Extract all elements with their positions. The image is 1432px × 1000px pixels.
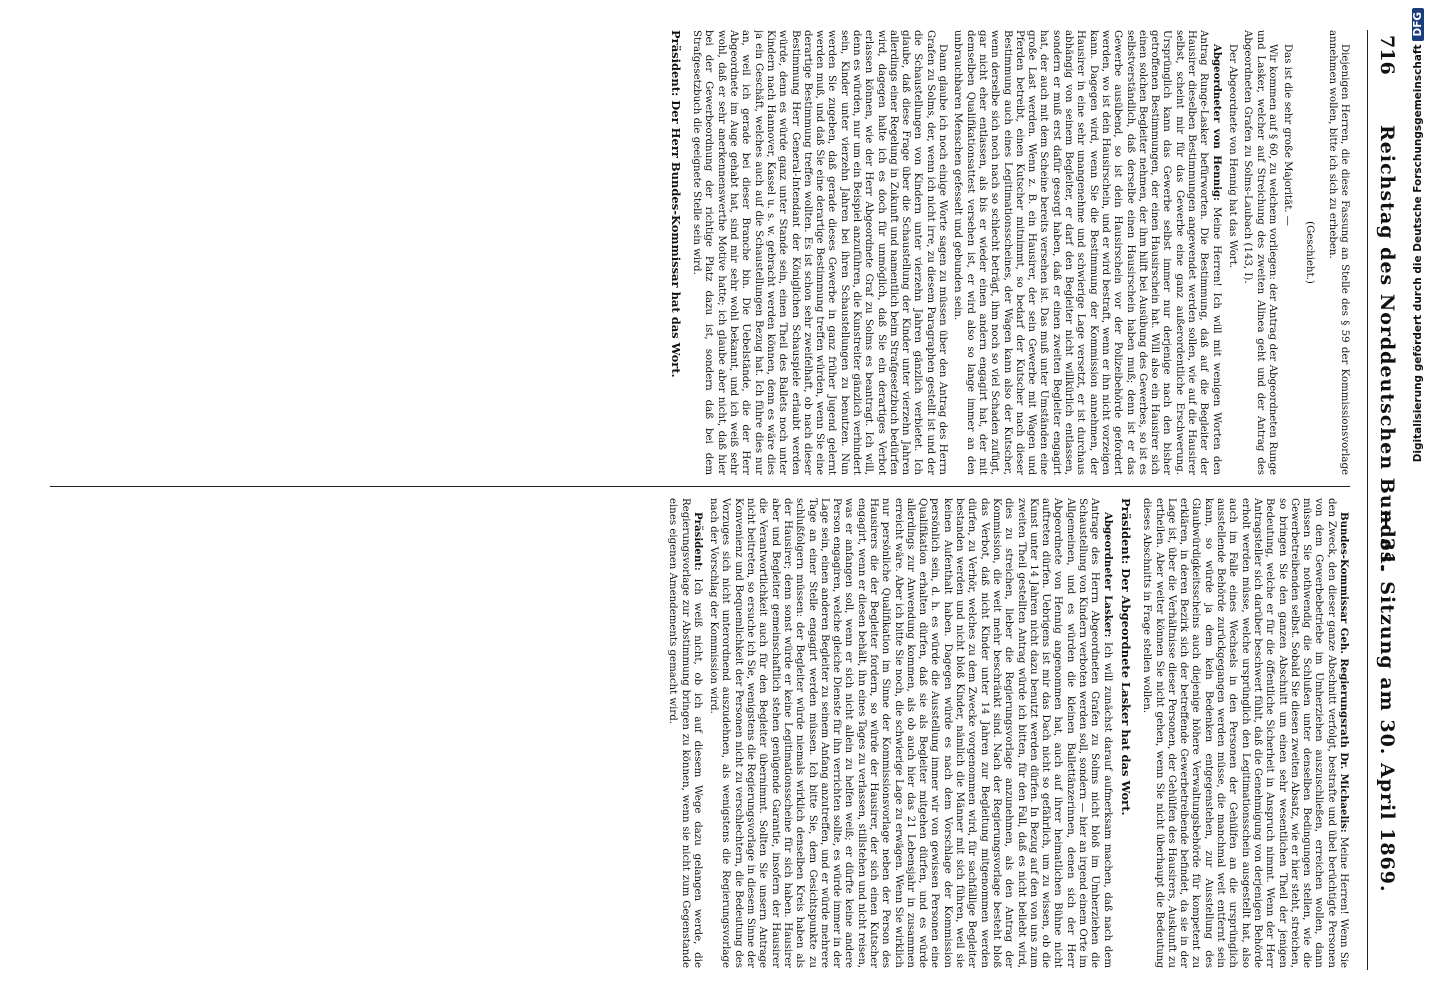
paragraph-text: Präsident: Der Herr Bundes-Kommissar hat das Wort. (668, 30, 683, 378)
stage-direction (1303, 30, 1315, 475)
speaker-name: Bundes-Kommissar Geh. Regierungsrath Dr. Michaelis: (1338, 512, 1350, 833)
paragraph-text: Der Abgeordnete von Hennig hat das Wort. (1226, 44, 1238, 269)
scanned-page (20, 5, 1420, 995)
digitization-credit (1412, 8, 1430, 993)
paragraph (707, 498, 1114, 968)
dfg-logo: DFG (1412, 8, 1424, 41)
speaker-heading (1120, 498, 1132, 968)
paragraph (666, 498, 704, 968)
paragraph (1281, 30, 1293, 475)
paragraph-text: Dann glaube ich noch einige Worte sagen zu müssen über den Antrag des Herrn Grafen zu Solms, der, wenn ich nicht irre, zu diesem Paragraphen gestellt ist und der die Schaustellungen von Kindern unter vierzehn Jahren gänzlich verbietet. Ich glaube, daß diese Frage über die Schaustellung der Kinder unter vierzehn Jahren allerdings einer Regelung in Zukunft und namentlich beim Strafgesetzbuch bedürfen wird, dagegen halte ich es doch für unmöglich, daß Sie ein derartiges Verbot erlassen können, wie der Herr Abgeordnete Graf zu Solms es beantragt. Ich will, denn es würden, nur um ein Beispiel anzuführen, die Kunstreiter gänzlich verhindert sein, Kinder unter vierzehn Jahren bei ihren Schaustellungen zu benutzen. Nun werden Sie zugeben, daß gerade dieses Gewerbe in ganz früher Jugend gelernt werden muß, und daß Sie eine derartige Bestimmung treffen würden, wenn Sie eine derartige Bestimmung treffen wollten. Es ist schon sehr zweifelhaft, ob nach dieser Bestimmung Herr General-Intendant der Königlichen Schauspiele erlaubt werden würde, denn es würde ganz unter Stande sein, einen Theil des Ballets noch unter Kindern nach Hannover, Kassel u. s. w. gebracht werden können, denn es wäre dies ja ein Geschäft, welches auch auf die Schaustellungen Bezug hat. Ich führe dies nur an, weil ich gerade bei dieser Branche bin. Die Uebelstände, die der Herr Abgeordnete im Auge gehabt hat, sind mir sehr wohl bekannt, und ich weiß sehr wohl, daß er sehr anerkennenswerthe Motive hatte; ich glaube aber nicht, daß hier bei der Gewerbeordnung der richtige Platz dazu ist, sondern daß bei dem Strafgesetzbuch die geeignete Stelle sein wird. (691, 30, 949, 475)
header-rule (1367, 30, 1368, 970)
paragraph-text: Meine Herren! Wenn Sie den Zweck, den dieser ganze Abschnitt verfolgt, bestrafte und übel berüchtigte Personen von dem Gewerbebetriebe im Umherziehen auszuschließen, erreichen wollen, dann müssen Sie nothwendig die Schlußen unter denselben Bedingungen stellen, wie die Gewerbetreibenden selbst. Sobald Sie diesen zweiten Absatz, wie er hier steht, streichen, so bringen Sie den ganzen Abschnitt um einen sehr wesentlichen Theil der jenigen Bedeutung, welche er für die öffentliche Sicherheit in Anspruch nimmt. Wenn der Herr Antragsteller sich darüber beschwert fühlt, daß die Genehmigung von derjenigen Behörde erholt werden müsse, welche ursprünglich den Legitimationsschein ausgestellt hat, also auch im Falle eines Wechsels in den Personen der Gehülfen an die ursprünglich ausstellende Behörde zurückgegangen werden müsse, die manchmal weit entfernt sein kann, so würde ja dem kein Bedenken entgegenstehen, zur Ausstellung des Glaubwürdigkeitsscheins auch diejenige höhere Verwaltungsbehörde für kompetent zu erklären, in deren Bezirk sich der betreffende Gewerbetreibende befindet, da sie in der Lage ist, über die Verhältnisse dieser Personen, der Gehülfen des Hausirers, Auskunft zu ertheilen. Aber weiter können Sie nicht gehen, wenn Sie nicht überhaupt die Bedeutung dieses Abschnitts in Frage stellen wollen. (1141, 498, 1349, 968)
speaker-name: Abgeordneter von Hennig: (1210, 44, 1223, 201)
paragraph (1226, 30, 1238, 475)
paragraph (1241, 30, 1278, 475)
credit-text: Digitalisierung gefördert durch die Deutsche Forschungsgemeinschaft (1412, 44, 1424, 463)
paragraph-text: Ich weiß nicht, ob ich auf diesem Wege dazu gelangen werde, die Regierungsvorlage zur Abstimmung bringen zu können, wenn sie nicht zum Gegenstande eines eigenen Amendements gemacht wird. (667, 498, 703, 968)
paragraph-text: Wir kommen auf § 60, zu welchem vorliegen: der Antrag der Abgeordneten Runge und Lasker, welcher auf Streichung des zweiten Alinea geht und der Antrag des Abgeordneten Grafen zu Solms-Laubach (143, I). (1242, 30, 1278, 475)
paragraph-text: Das ist die sehr große Majorität. — (1282, 44, 1294, 226)
right-running-title: — 31. Sitzung am 30. April 1869. (1376, 510, 1398, 893)
speaker-name: Präsident: (691, 512, 704, 571)
paragraph (1325, 30, 1350, 475)
left-running-title: Reichstag des Norddeutschen Bundes. (1376, 125, 1398, 572)
paragraph-text: Ich will zunächst darauf aufmerksam machen, daß nach dem Antrage des Herrn Abgeordneten Grafen zu Solms nicht bloß im Umherziehen die Schaustellung von Kindern verboten werden soll, sondern — hier an irgend einem Orte im Allgemeinen, und es würden die kleinen Ballettänzerinnen, denen sich der Herr Abgeordnete von Hennig angenommen hat, auch auf ihrer heimatlichen Bühne nicht auftreten dürfen. Uebrigens ist mir das Dach nicht so gefährlich, um zu wissen, ob die Kunst unter 14 Jahren nicht dazu benutzt werden dürfen. In Bezug auf den von uns zum zweiten Theil gestellten Antrag würde ich bitten, für den Fall, daß es nicht beliebt wird, dies zu streichen, lieber die Regierungsvorlage anzunehmen, als den Antrag der Kommission, die weit mehr beschränkt sind. Nach der Regierungsvorlage besteht bloß das Verbot, daß nicht Kinder unter 14 Jahren zur Begleitung mitgenommen werden dürfen, zu Verhör, welches zu dem Zwecke vorgenommen wird, für sachfällige Begleiter bestanden werden und nicht bloß Kinder, nämlich die Männer mit sich führen, weil sie keinen Aufenthalt haben. Dagegen würde es nach dem Vorschlage der Kommission persönlich sein, d. h. es würde die Ausstellung immer wir von gewissen Personen eine Qualifikation erhalten dürfen, daß sie als Begleiter mitgehen dürfen, und es würde allerdings zur Anwendung kommen, als ob auch hier das 21 Lebensjahr in zusammen erreicht wäre. Aber ich bitte Sie noch, die schwierige Lage zu erwägen. Wenn Sie wirklich nur persönliche Qualifikation im Sinne der Kommissionsvorlage neben der Person des Hausirers die der Begleiter fordern, so würde der Hausirer, der sich einen Kutscher engagirt, wenn er diesen behält, ihn eines Tages zu verlassen, stillstehen und nicht reisen, was er anfangen soll, wenn er sich nicht allein zu helfen weiß; er dürfte keine andere Person engagiren, welche gleiche Dienste für ihn verrichten sollte, es würde immer in der Lage sein, einen anderen Begleiter zu seinem Anfang anzutreffen, und er würde mehrere Tage an einer Stelle engagirt werden müssen. Ich bitte Sie, dem Gesichtspunkte zu schlußfolgern müssen: der Begleiter würde niemals wirklich denselben Kreis haben als der Hausirer; denn sonst würde er keine Legitimationsscheine für sich haben. Hausirer aber und Begleiter gemeinschaftlich stehen genügende Garantie, insofern der Hausirer die Verantwortlichkeit auch für den Begleiter übernimmt. Sollten Sie unsern Antrage nicht beitreten, so ersuche ich Sie, wenigstens die Regierungsvorlage in diesem Sinne der Konvenienz und Bequemlichkeit der Personen nicht zu verschlechtern, die Bedeutung des Vorzuges sich nicht unterordnend auszudehnen, als wenigstens die Regierungsvorlage nach der Vorschlag der Kommission wird. (708, 498, 1113, 968)
paragraph (690, 30, 948, 475)
right-column (40, 498, 1350, 968)
paragraph-text: Meine Herren! Ich will mit wenigen Worten den Antrag Runge-Lasker befürworten. Die Bestimmung, daß auf die Begleiter der Hausirer dieselben Bestimmungen angewendet werden sollen, wie auf die Hausirer selbst, scheint mir für das Gewerbe eine ganz außerordentliche Erschwerung. Ursprünglich kann das Gewerbe selbst immer nur derjenige nach den bisher getroffenen Bestimmungen, der einen Hausirschein hat. Will also ein Hausirer sich einen solchen Begleiter nehmen, der ihm hilft bei Ausübung des Gewerbes, so ist es selbstverständlich, daß derselbe einen Hausirschein haben muß; denn ist er das Gewerbe ausübend, so ist dein Hausirschein vor der Polizeibehörde gefordert werden, wo ist dein Hausirschein, und er wird bestraft, wenn er ihn nicht vorzeigen kann. Dagegen wird, wenn Sie die Bestimmung der Kommission annehmen, der Hausirer in eine sehr unangenehme und schwierige Lage versetzt, er ist durchaus abhängig von seinem Begleiter, er darf den Begleiter nicht willkürlich entlassen, sondern er muß erst dafür gesorgt haben, daß er einen zweiten Begleiter engagirt hat, der auch mit dem Scheine bereits versehen ist. Das muß unter Umständen eine große Last werden. Wenn z. B. ein Hausirer, der sein Gewerbe mit Wagen und Pferden betreibt, einen Kutscher mitnimmt, so bedarf der Kutscher nach dieser Bestimmung auch eines Legitimationsscheines, der Wagen kann also der Kutscher, wenn derselbe sich noch nach so schlecht beträgt, ihm noch so viel Schaden zufügt, gar nicht eher entlassen, als bis er wieder einen andern engagirt hat, der mit demselben Qualifikationsattest versehen ist, er wird also so lange immer an den unbrauchbaren Menschen gefesselt und gebunden sein. (952, 30, 1222, 475)
paragraph-text: Diejenigen Herren, die diese Fassung an Stelle des § 59 der Kommissionsvorlage annehmen wollen, bitte ich sich zu erheben. (1326, 30, 1350, 475)
paragraph (1140, 498, 1350, 968)
left-column (40, 30, 1350, 475)
paragraph (951, 30, 1223, 475)
speaker-name: Abgeordneter Lasker: (1101, 512, 1114, 638)
speaker-heading (670, 30, 682, 475)
paragraph-text: (Geschieht.) (1304, 221, 1316, 284)
page-number: 716 (1376, 35, 1398, 75)
paragraph-text: Präsident: Der Abgeordnete Lasker hat das Wort. (1118, 498, 1133, 816)
column-divider (50, 486, 1350, 487)
